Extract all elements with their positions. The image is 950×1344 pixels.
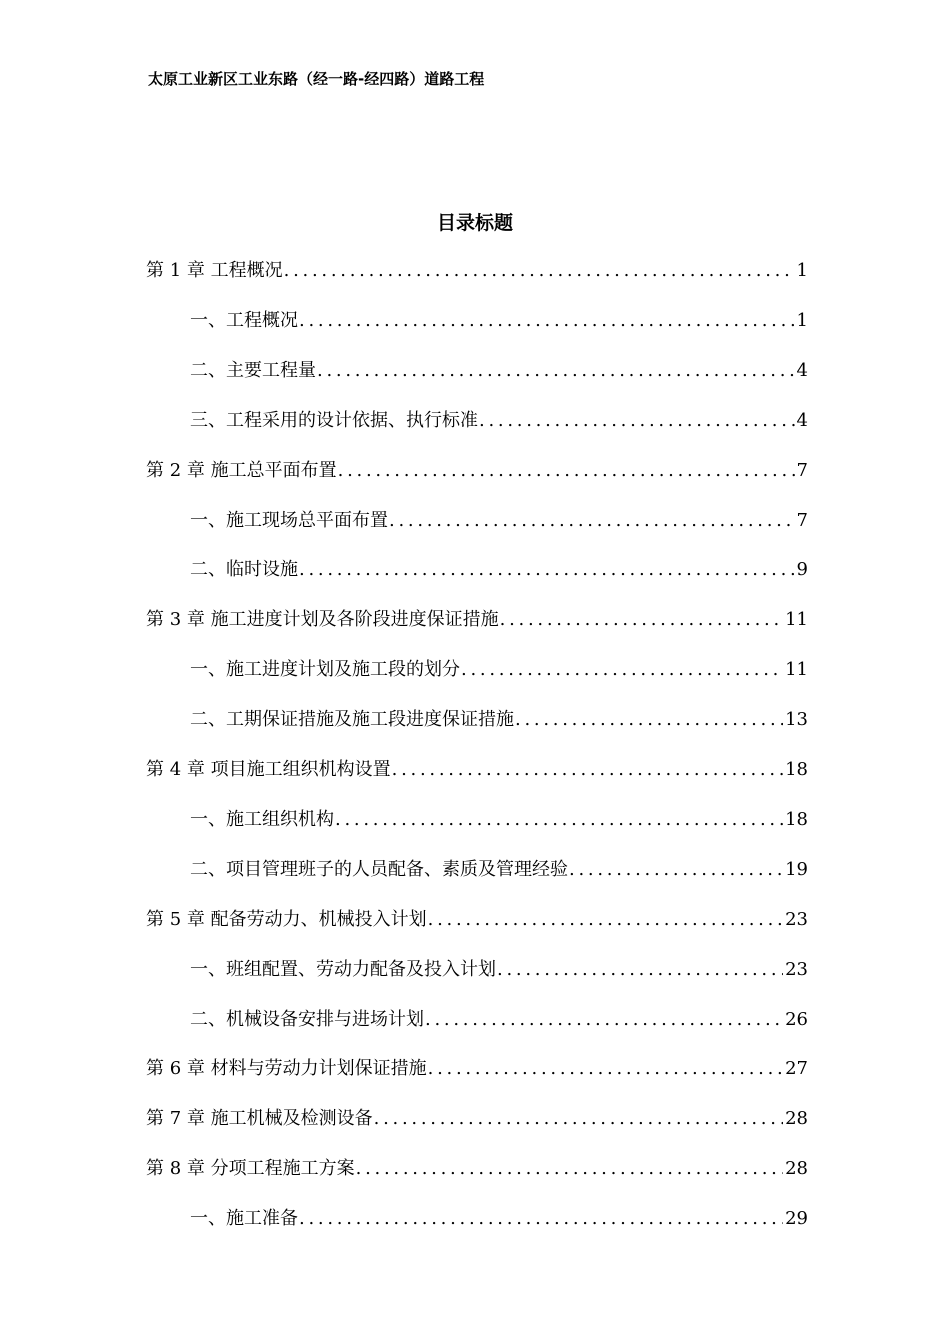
- toc-entry-label: 第 2 章 施工总平面布置: [146, 459, 337, 481]
- toc-page-number: 11: [785, 609, 808, 631]
- toc-section-entry[interactable]: [190, 1005, 808, 1035]
- toc-dot-leader: [337, 460, 795, 481]
- toc-dot-leader: [334, 809, 783, 830]
- toc-entry-label: 二、临时设施: [190, 559, 298, 581]
- toc-dot-leader: [316, 360, 795, 381]
- toc-dot-leader: [568, 859, 783, 880]
- toc-chapter-entry[interactable]: [146, 1104, 808, 1134]
- toc-dot-leader: [388, 510, 795, 531]
- toc-entry-label: 第 1 章 工程概况: [146, 260, 283, 281]
- toc-entry-label: 一、施工现场总平面布置: [190, 509, 388, 531]
- toc-dot-leader: [514, 709, 783, 730]
- toc-page-number: 11: [785, 659, 808, 681]
- toc-dot-leader: [298, 1208, 783, 1229]
- toc-page-number: 28: [785, 1158, 808, 1180]
- toc-dot-leader: [424, 1009, 783, 1030]
- toc-page-number: 9: [796, 559, 808, 581]
- toc-page-number: 23: [785, 958, 808, 980]
- document-header: 太原工业新区工业东路（经一路-经四路）道路工程: [148, 70, 485, 88]
- toc-page-number: 18: [785, 808, 808, 830]
- toc-entry-label: 第 5 章 配备劳动力、机械投入计划: [146, 908, 427, 930]
- toc-entry-label: 第 3 章 施工进度计划及各阶段进度保证措施: [146, 609, 499, 631]
- toc-entry-label: 三、工程采用的设计依据、执行标准: [190, 409, 478, 431]
- toc-page-number: 4: [796, 409, 808, 431]
- toc-entry-label: 二、项目管理班子的人员配备、素质及管理经验: [190, 858, 568, 880]
- toc-dot-leader: [355, 1158, 783, 1179]
- toc-section-entry[interactable]: [190, 306, 808, 336]
- toc-entry-label: 第 8 章 分项工程施工方案: [146, 1158, 355, 1180]
- toc-section-entry[interactable]: [190, 805, 808, 835]
- toc-page-number: 27: [785, 1058, 808, 1080]
- toc-entry-label: 二、主要工程量: [190, 359, 316, 381]
- toc-dot-leader: [373, 1108, 783, 1129]
- toc-section-entry[interactable]: [190, 705, 808, 735]
- toc-entry-label: 第 6 章 材料与劳动力计划保证措施: [146, 1058, 427, 1080]
- toc-page-number: 4: [796, 359, 808, 381]
- toc-chapter-entry[interactable]: [146, 256, 808, 286]
- toc-chapter-entry[interactable]: [146, 1154, 808, 1184]
- toc-section-entry[interactable]: [190, 1204, 808, 1234]
- toc-dot-leader: [460, 659, 783, 680]
- toc-chapter-entry[interactable]: [146, 456, 808, 486]
- toc-entry-label: 一、施工组织机构: [190, 808, 334, 830]
- toc-page-number: 7: [796, 509, 808, 531]
- toc-section-entry[interactable]: [190, 955, 808, 985]
- toc-section-entry[interactable]: [190, 555, 808, 585]
- toc-section-entry[interactable]: [190, 406, 808, 436]
- toc-chapter-entry[interactable]: [146, 605, 808, 635]
- toc-page-number: 1: [796, 260, 808, 281]
- toc-dot-leader: [499, 609, 783, 630]
- toc-dot-leader: [298, 310, 795, 331]
- toc-dot-leader: [478, 410, 795, 431]
- toc-entry-label: 一、班组配置、劳动力配备及投入计划: [190, 958, 496, 980]
- toc-page-number: 13: [785, 709, 808, 731]
- toc-entry-label: 一、施工进度计划及施工段的划分: [190, 659, 460, 681]
- toc-entry-label: 一、施工准备: [190, 1208, 298, 1230]
- toc-entry-label: 一、工程概况: [190, 309, 298, 331]
- toc-dot-leader: [496, 959, 783, 980]
- toc-title: 目录标题: [436, 212, 513, 234]
- toc-page-number: 18: [785, 759, 808, 780]
- toc-chapter-entry[interactable]: [146, 905, 808, 935]
- toc-dot-leader: [427, 909, 783, 930]
- toc-page-number: 26: [785, 1008, 808, 1030]
- toc-dot-leader: [283, 260, 795, 281]
- toc-entry-label: 二、工期保证措施及施工段进度保证措施: [190, 709, 514, 731]
- toc-page-number: 19: [785, 858, 808, 880]
- toc-section-entry[interactable]: [190, 356, 808, 386]
- toc-page-number: 28: [785, 1108, 808, 1130]
- toc-section-entry[interactable]: [190, 506, 808, 536]
- toc-chapter-entry[interactable]: [146, 1054, 808, 1084]
- toc-chapter-entry[interactable]: [146, 755, 808, 785]
- toc-page-number: 23: [785, 908, 808, 930]
- toc-section-entry[interactable]: [190, 655, 808, 685]
- toc-page-number: 29: [785, 1208, 808, 1230]
- toc-page-number: 1: [796, 309, 808, 331]
- toc-page-number: 7: [796, 459, 808, 481]
- toc-entry-label: 第 4 章 项目施工组织机构设置: [146, 759, 391, 780]
- toc-dot-leader: [298, 559, 795, 580]
- toc-section-entry[interactable]: [190, 855, 808, 885]
- toc-dot-leader: [427, 1058, 783, 1079]
- toc-dot-leader: [391, 759, 783, 780]
- toc-entry-label: 第 7 章 施工机械及检测设备: [146, 1108, 373, 1130]
- toc-entry-label: 二、机械设备安排与进场计划: [190, 1008, 424, 1030]
